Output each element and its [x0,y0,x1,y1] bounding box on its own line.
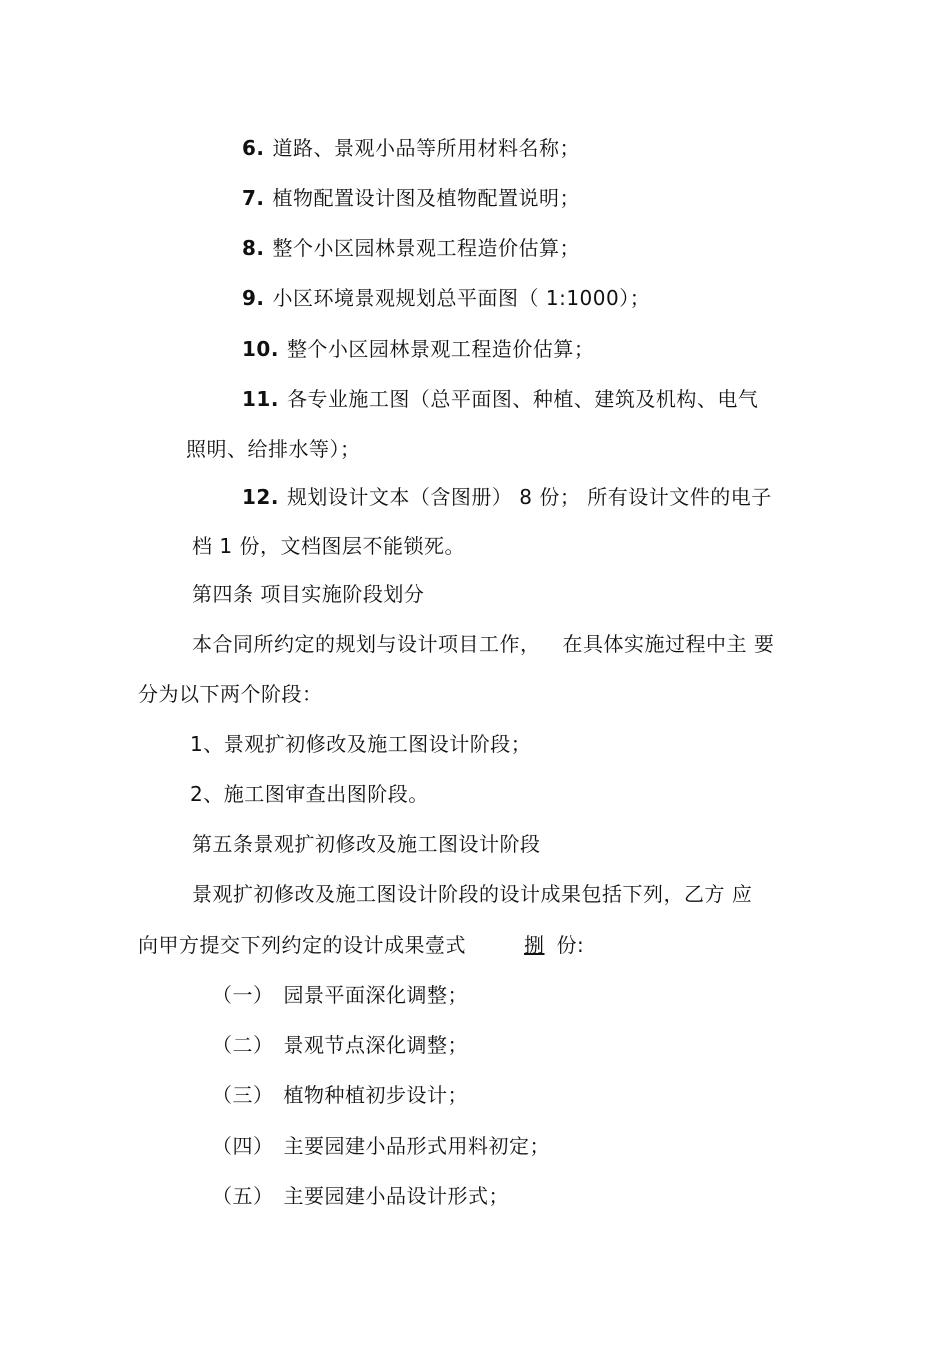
deliverable-text: 主要园建小品设计形式； [283,1184,509,1208]
deliverable-text: 植物种植初步设计； [283,1083,468,1107]
deliverable-label: （三） [212,1083,274,1107]
item-number: 6. [242,136,265,160]
item-text: 档 1 份，文档图层不能锁死。 [192,534,465,558]
list-item-7 [242,185,580,211]
item-number: 12. [242,485,279,509]
item-number: 10. [242,337,279,361]
list-item-10 [242,336,594,362]
item-number: 7. [242,186,265,210]
article-5-paragraph-line-1: 景观扩初修改及施工图设计阶段的设计成果包括下列，乙方 应 [192,882,753,906]
paragraph-text: 份: [556,933,585,957]
article-5-paragraph-line-2 [138,932,584,958]
item-number: 11. [242,387,279,411]
paragraph-text: 在具体实施过程中主 要 [562,632,775,656]
deliverable-item-2 [212,1032,468,1058]
deliverable-item-5 [212,1183,509,1209]
list-item-8 [242,235,580,261]
item-text: 道路、景观小品等所用材料名称； [272,136,581,160]
list-item-12-continued [192,533,465,559]
article-5-heading: 第五条景观扩初修改及施工图设计阶段 [192,832,541,856]
deliverable-item-1 [212,982,468,1008]
stage-item-2: 2、施工图审查出图阶段。 [190,782,429,806]
item-text: 小区环境景观规划总平面图（ 1:1000）； [272,286,651,310]
item-text: 植物配置设计图及植物配置说明； [272,186,581,210]
list-item-12 [242,484,772,510]
item-text: 照明、给排水等）； [186,437,361,461]
paragraph-text: 本合同所约定的规划与设计项目工作， [192,632,541,656]
list-item-6 [242,135,580,161]
deliverable-label: （一） [212,983,274,1007]
copy-count-underlined: 捌 [524,933,545,957]
article-4-paragraph-line-2: 分为以下两个阶段： [138,682,323,706]
item-number: 9. [242,286,265,310]
deliverable-item-4 [212,1133,550,1159]
list-item-9 [242,285,650,311]
deliverable-text: 主要园建小品形式用料初定； [283,1134,550,1158]
list-item-11-continued [186,436,361,462]
item-text: 整个小区园林景观工程造价估算； [272,236,581,260]
stage-item-1: 1、景观扩初修改及施工图设计阶段； [190,732,532,756]
article-4-heading: 第四条 项目实施阶段划分 [192,582,425,606]
article-4-paragraph-line-1 [192,631,774,657]
item-text: 各专业施工图（总平面图、种植、建筑及机构、电气 [286,387,759,411]
deliverable-label: （四） [212,1134,274,1158]
deliverable-label: （二） [212,1033,274,1057]
deliverable-label: （五） [212,1184,274,1208]
paragraph-text: 向甲方提交下列约定的设计成果壹式 [138,933,466,957]
item-text: 规划设计文本（含图册） 8 份； 所有设计文件的电子 [286,485,772,509]
deliverable-text: 园景平面深化调整； [283,983,468,1007]
deliverable-item-3 [212,1082,468,1108]
item-number: 8. [242,236,265,260]
deliverable-text: 景观节点深化调整； [283,1033,468,1057]
list-item-11 [242,386,758,412]
item-text: 整个小区园林景观工程造价估算； [286,337,595,361]
